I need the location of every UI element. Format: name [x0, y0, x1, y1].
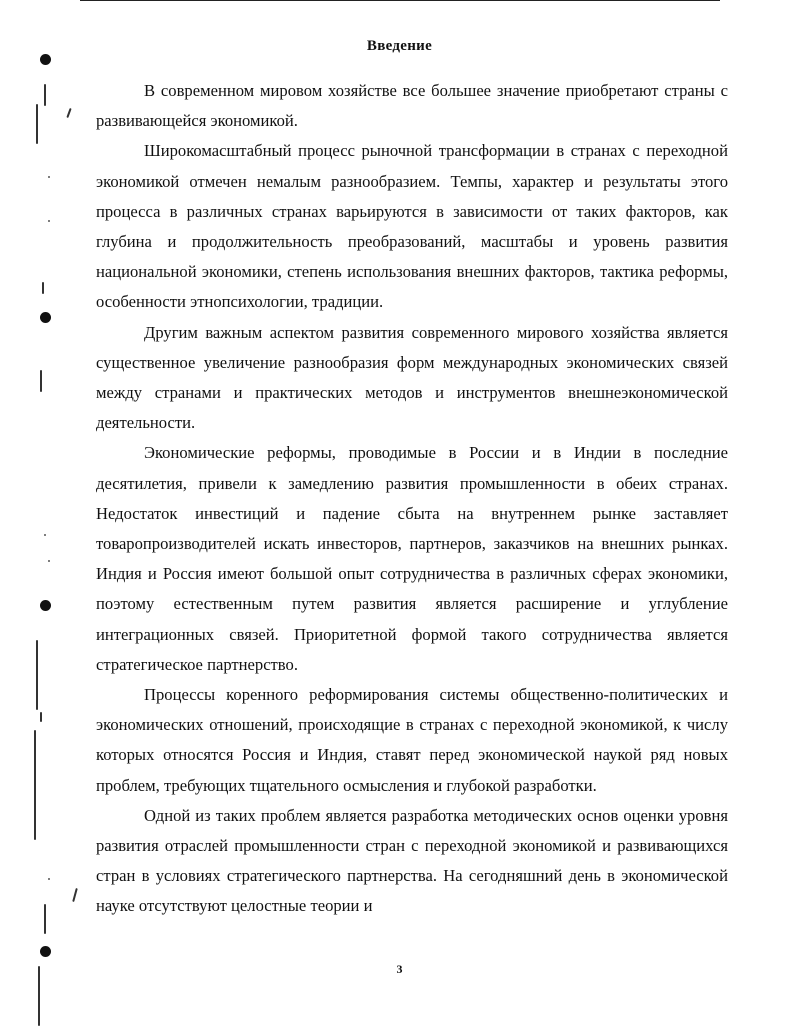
- scan-mark: [72, 888, 78, 902]
- binding-hole: [40, 312, 51, 323]
- paragraph: Экономические реформы, проводимые в России и в Индии в последние десятилетия, привели к замедлению развития промышленности в обеих странах. Недостаток инвестиций и падение сбыта на внутреннем рынке заставляет товаропроизводителей искать инвесторов, партнеров, заказчиков на внешних рынках. Индия и Россия имеют большой опыт сотрудничества в различных сферах экономики, поэтому естественным путем развития является расширение и углубление интеграционных связей. Приоритетной формой такого сотрудничества является стратегическое партнерство.: [96, 443, 728, 674]
- scan-mark: [66, 108, 71, 118]
- paragraph: В современном мировом хозяйстве все большее значение приобретают страны с развивающейся экономикой.: [96, 81, 728, 131]
- paragraph: Процессы коренного реформирования системы общественно-политических и экономических отношений, происходящие в странах с переходной экономикой, к числу которых относятся Россия и Индия, ставят перед экономической наукой ряд новых проблем, требующих тщательного осмысления и глубокой разработки.: [96, 685, 728, 795]
- paragraph: Одной из таких проблем является разработка методических основ оценки уровня развития отраслей промышленности стран с переходной экономикой и развивающихся стран в условиях стратегического партнерства. На сегодняшний день в экономической науке отсутствуют целостные теории и: [96, 805, 728, 916]
- page-title: Введение: [366, 38, 433, 54]
- body-text: [96, 76, 728, 922]
- scan-dot: [48, 176, 50, 178]
- scan-mark: [40, 712, 42, 722]
- scan-mark: [44, 84, 46, 106]
- scan-mark: [34, 730, 36, 840]
- scan-dot: [48, 220, 50, 222]
- scan-dot: [48, 560, 50, 562]
- binding-hole: [40, 946, 51, 957]
- scan-mark: [36, 104, 38, 144]
- binding-hole: [40, 600, 51, 611]
- scan-mark: [40, 370, 42, 392]
- scan-mark: [44, 904, 46, 934]
- paragraph: Широкомасштабный процесс рыночной трансформации в странах с переходной экономикой отмечен немалым разнообразием. Темпы, характер и результаты этого процесса в различных странах варьируются в зависимости от таких факторов, как глубина и продолжительность преобразований, масштабы и уровень развития национальной экономики, степень использования внешних факторов, тактика реформы, особенности этнопсихологии, традиции.: [96, 141, 728, 312]
- scan-mark: [42, 282, 44, 294]
- binding-hole: [40, 54, 51, 65]
- scan-dot: [48, 878, 50, 880]
- scan-top-edge: [80, 0, 720, 1]
- scan-dot: [44, 534, 46, 536]
- page-number: 3: [396, 962, 403, 976]
- scan-mark: [36, 640, 38, 710]
- paragraph: Другим важным аспектом развития современного мирового хозяйства является существенное увеличение разнообразия форм международных экономических связей между странами и практических методов и инструментов внешнеэкономической деятельности.: [96, 322, 728, 433]
